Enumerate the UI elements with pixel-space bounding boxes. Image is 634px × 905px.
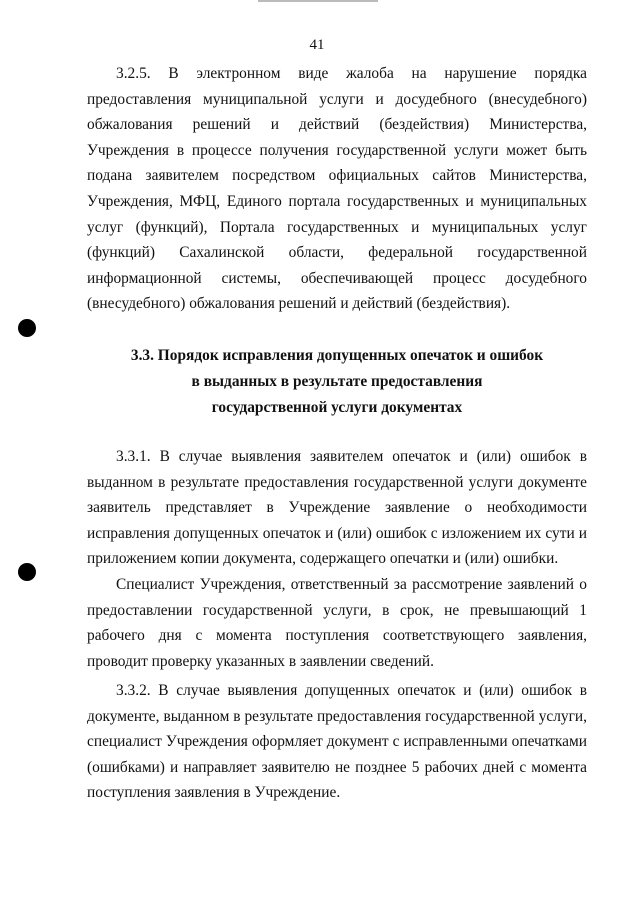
section-heading: [87, 343, 587, 421]
punch-hole-top: [18, 319, 36, 337]
paragraph-3-3-2: 3.3.2. В случае выявления допущенных опечаток и (или) ошибок в документе, выданном в результате предоставления государственной услуги, специалист Учреждения оформляет документ с исправленными опечатками (ошибками) и направляет заявителю не позднее 5 рабочих дней с момента поступления заявления в Учреждение.: [87, 682, 587, 802]
section-heading-line-2: в выданных в результате предоставления: [191, 373, 483, 390]
paragraph-specialist: Специалист Учреждения, ответственный за рассмотрение заявлений о предоставлении государственной услуги, в срок, не превышающий 1 рабочего дня с момента поступления соответствующего заявления, проводит проверку указанных в заявлении сведений.: [87, 576, 587, 670]
section-heading-line-3: государственной услуги документах: [211, 399, 463, 416]
section-heading-line-1: 3.3. Порядок исправления допущенных опечаток и ошибок: [130, 347, 544, 364]
paragraph-3-2-5: 3.2.5. В электронном виде жалоба на нарушение порядка предоставления муниципальной услуги и досудебного (внесудебного) обжалования решений и действий (бездействия) Министерства, Учреждения в процессе получения государственной услуги может быть подана заявителем посредством официальных сайтов Министерства, Учреждения, МФЦ, Единого портала государственных и муниципальных услуг (функций), Портала государственных и муниципальных услуг (функций) Сахалинской области, федеральной государственной информационной системы, обеспечивающей процесс досудебного (внесудебного) обжалования решений и действий (бездействия).: [87, 65, 587, 313]
scan-mark-top: [258, 0, 378, 2]
page-number: 41: [309, 37, 325, 53]
paragraph-3-3-1: 3.3.1. В случае выявления заявителем опечаток и (или) ошибок в выданном в результате предоставления государственной услуги документе заявитель представляет в Учреждение заявление о необходимости исправления допущенных опечаток и (или) ошибок с изложением их сути и приложением копии документа, содержащего опечатки и (или) ошибки.: [87, 448, 587, 568]
punch-hole-bottom: [18, 563, 36, 581]
